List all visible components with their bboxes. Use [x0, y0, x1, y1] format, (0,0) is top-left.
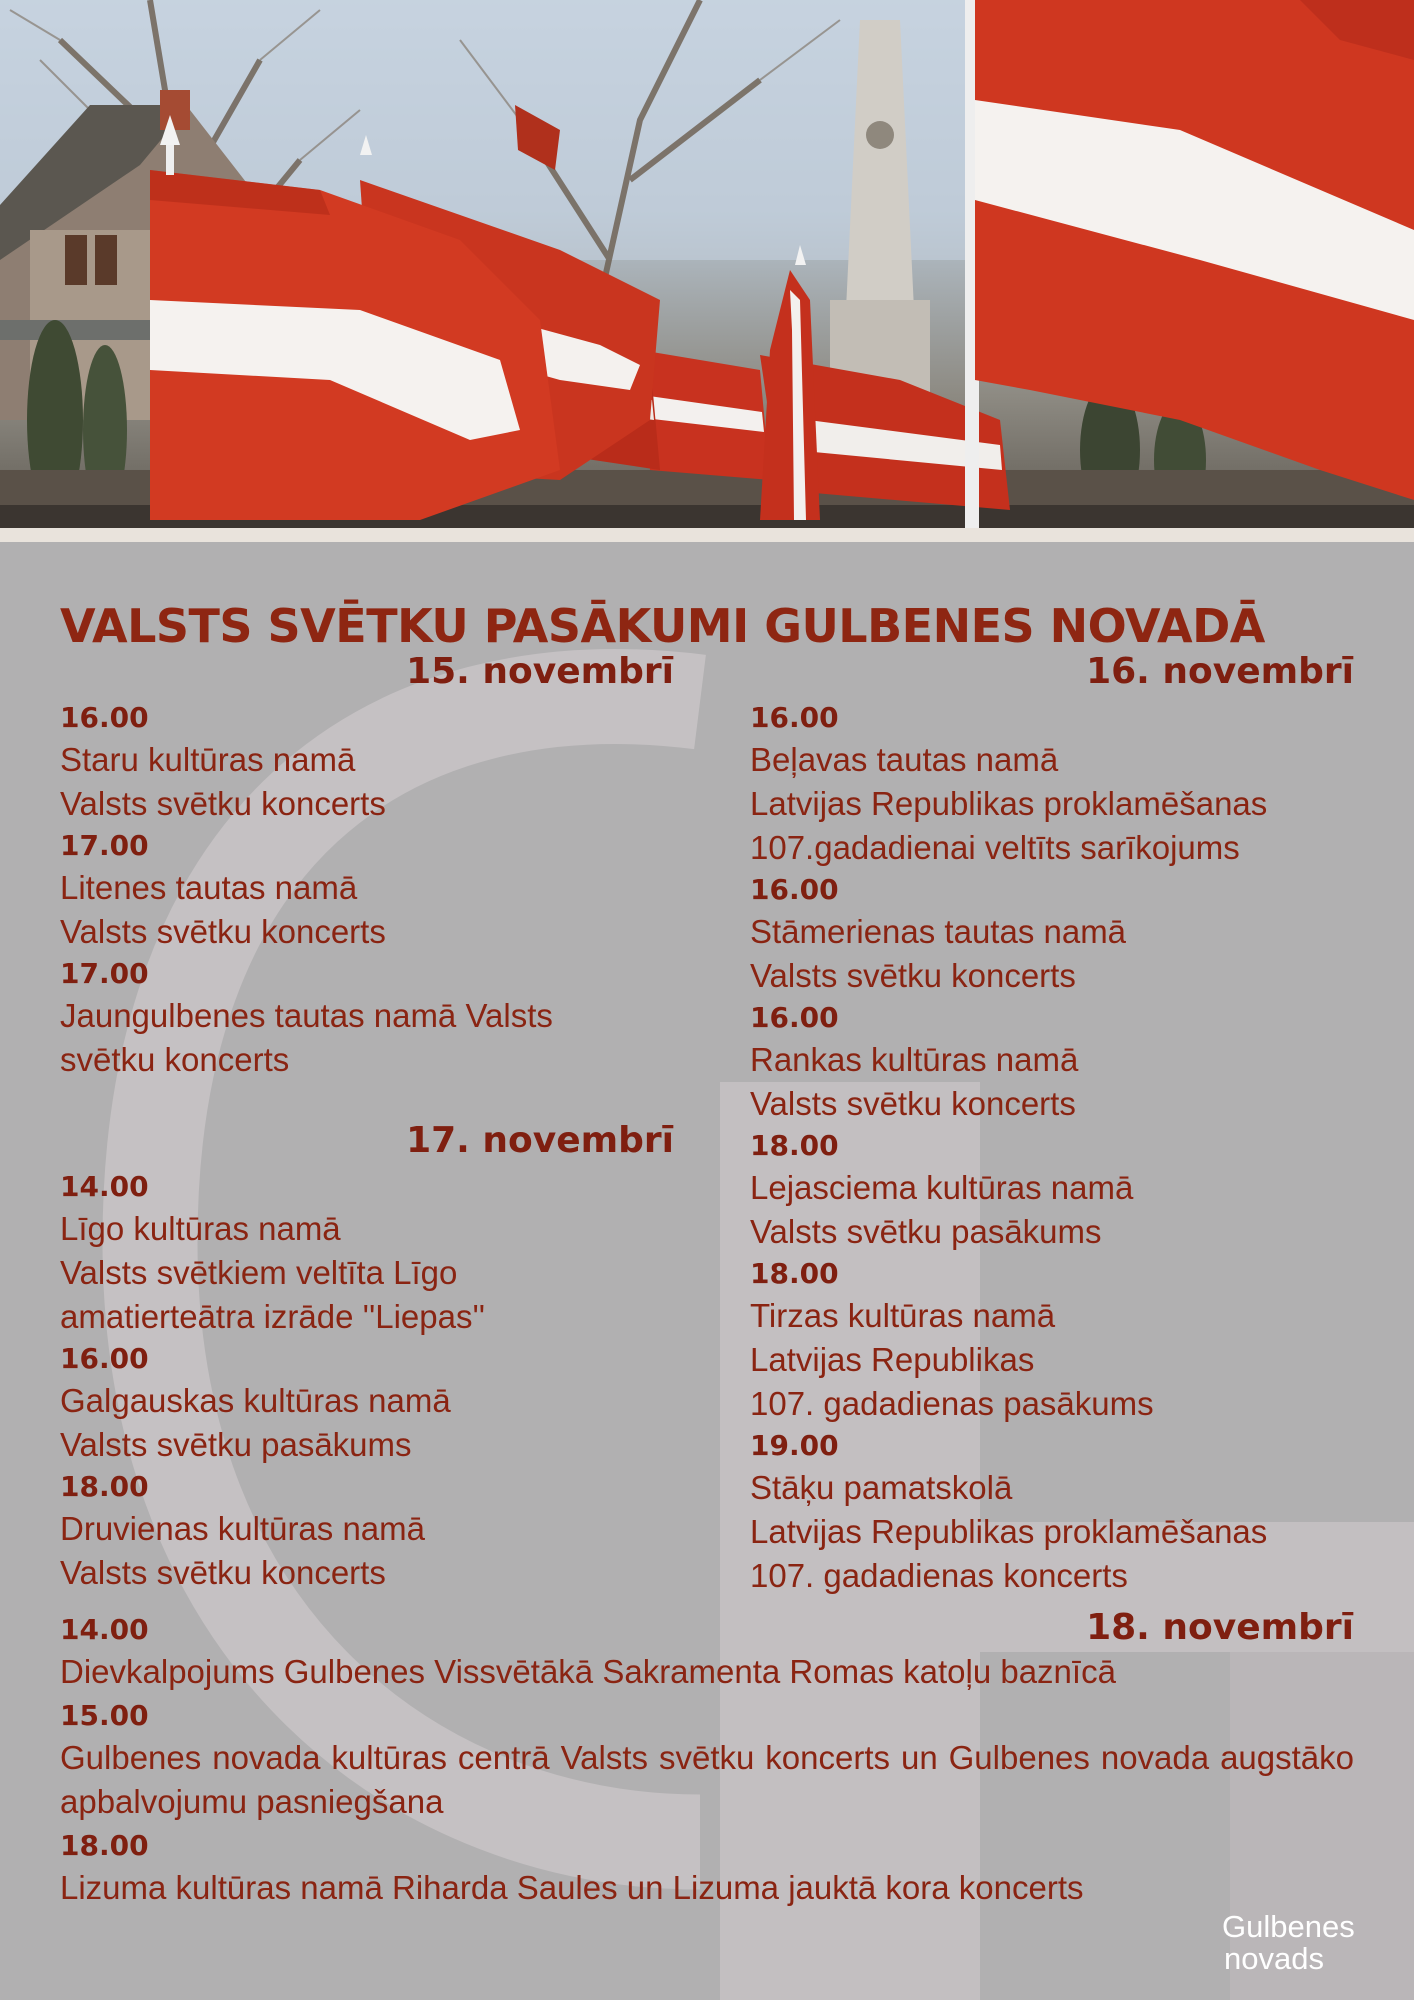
logo-line-2: novads [1224, 1941, 1324, 1976]
event-time: 17.00 [60, 957, 149, 990]
event-title: Valsts svētku pasākums [60, 1426, 412, 1463]
event-description: Dievkalpojums Gulbenes Vissvētākā Sakramenta Romas katoļu baznīcā [60, 1653, 1116, 1690]
event-item [750, 870, 1354, 998]
event-venue: Stāmerienas tautas namā [750, 913, 1127, 950]
event-time: 14.00 [60, 1613, 149, 1646]
event-title: 107. gadadienas pasākums [750, 1385, 1154, 1422]
event-item [60, 1467, 674, 1595]
event-time: 16.00 [60, 701, 149, 734]
event-venue: Galgauskas kultūras namā [60, 1382, 451, 1419]
event-time: 16.00 [750, 701, 839, 734]
event-item [60, 954, 674, 1082]
event-item [750, 698, 1354, 870]
hero-divider [0, 528, 1414, 542]
day-block-16-november [750, 646, 1354, 1598]
event-title: Valsts svētku pasākums [750, 1213, 1102, 1250]
event-title: Latvijas Republikas [750, 1341, 1035, 1378]
event-title: Latvijas Republikas proklamēšanas [750, 785, 1268, 822]
event-item [60, 826, 674, 954]
event-title: Valsts svētku koncerts [750, 957, 1076, 994]
day-heading: 16. novembrī [1086, 651, 1354, 692]
event-time: 18.00 [60, 1829, 149, 1862]
event-time: 14.00 [60, 1170, 149, 1203]
event-time: 16.00 [750, 873, 839, 906]
event-title: svētku koncerts [60, 1041, 290, 1078]
event-item [750, 1126, 1354, 1254]
event-item [60, 698, 674, 826]
day-heading: 17. novembrī [406, 1120, 674, 1161]
event-title: 107. gadadienas koncerts [750, 1557, 1128, 1594]
event-time: 18.00 [750, 1129, 839, 1162]
event-title: Valsts svētku koncerts [60, 913, 386, 950]
event-item [60, 1826, 1354, 1910]
event-venue: Beļavas tautas namā [750, 741, 1059, 778]
hero-photo [0, 0, 1414, 528]
event-description: Lizuma kultūras namā Riharda Saules un Lizuma jauktā kora koncerts [60, 1869, 1084, 1906]
event-venue: Litenes tautas namā [60, 869, 358, 906]
event-title: Valsts svētkiem veltīta Līgo [60, 1254, 458, 1291]
gulbenes-novads-logo [1222, 1910, 1382, 1990]
event-venue: Lejasciema kultūras namā [750, 1169, 1134, 1206]
latvian-flags-illustration [0, 0, 1414, 528]
event-description: Gulbenes novada kultūras centrā Valsts svētku koncerts un Gulbenes novada augstāko apbalvojumu pasniegšana [60, 1739, 1354, 1820]
event-title: Valsts svētku koncerts [60, 1554, 386, 1591]
event-item [750, 1254, 1354, 1426]
event-item [60, 1339, 674, 1467]
event-title: Valsts svētku koncerts [750, 1085, 1076, 1122]
event-venue: Līgo kultūras namā [60, 1210, 341, 1247]
event-title: 107.gadadienai veltīts sarīkojums [750, 829, 1240, 866]
event-time: 16.00 [750, 1001, 839, 1034]
day-block-17-november [60, 1115, 674, 1595]
event-time: 17.00 [60, 829, 149, 862]
event-time: 19.00 [750, 1429, 839, 1462]
event-venue: Staru kultūras namā [60, 741, 356, 778]
day-block-15-november [60, 646, 674, 1082]
event-title: Valsts svētku koncerts [60, 785, 386, 822]
event-venue: Jaungulbenes tautas namā Valsts [60, 997, 553, 1034]
event-title: Latvijas Republikas proklamēšanas [750, 1513, 1268, 1550]
day-block-18-november [60, 1602, 1354, 1910]
event-venue: Stāķu pamatskolā [750, 1469, 1013, 1506]
event-venue: Tirzas kultūras namā [750, 1297, 1056, 1334]
event-title: amatierteātra izrāde ''Liepas'' [60, 1298, 486, 1335]
event-venue: Druvienas kultūras namā [60, 1510, 425, 1547]
event-time: 15.00 [60, 1699, 149, 1732]
event-item [60, 1167, 674, 1339]
page-title: VALSTS SVĒTKU PASĀKUMI GULBENES NOVADĀ [60, 598, 1265, 653]
event-time: 16.00 [60, 1342, 149, 1375]
event-time: 18.00 [60, 1470, 149, 1503]
day-heading: 15. novembrī [406, 651, 674, 692]
event-venue: Rankas kultūras namā [750, 1041, 1079, 1078]
event-item [750, 998, 1354, 1126]
event-item [750, 1426, 1354, 1598]
logo-line-1: Gulbenes [1222, 1909, 1355, 1944]
event-time: 18.00 [750, 1257, 839, 1290]
day-heading: 18. novembrī [1086, 1607, 1354, 1648]
event-item [60, 1696, 1354, 1824]
